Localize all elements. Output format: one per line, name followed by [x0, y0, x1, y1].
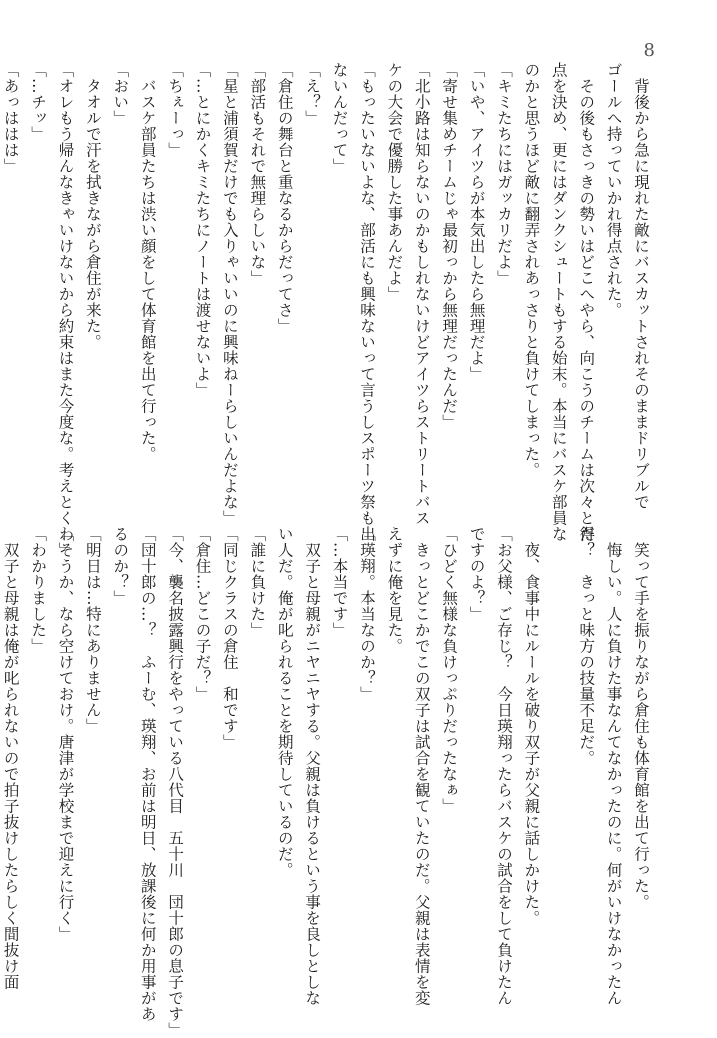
bottom-text-line: 「同じクラスの倉住 和です」 [220, 526, 239, 750]
bottom-text-line: えずに俺を見た。 [385, 526, 404, 654]
bottom-text-line: 「明日は…特にありません」 [83, 526, 102, 734]
top-text-line: 「キミたちにはガッカリだよ」 [494, 62, 513, 286]
bottom-text-line: 双子と母親は俺が叱られないので拍子抜けしたらしく間抜け面 [1, 526, 20, 990]
bottom-text-line: 悔しい。人に負けた事なんてなかったのに。何がいけなかったん [604, 526, 623, 1006]
bottom-text-line [544, 526, 571, 976]
top-text-line: 「星と浦須賀だけでも入りゃいいのに興味ねーらしいんだよな」 [220, 62, 239, 526]
text-block-bottom [1, 526, 654, 1038]
top-text-line: 点を決め、更にはダンクシュートもする始末。本当にバスケ部員な [549, 62, 568, 542]
top-text-line: 「倉住の舞台と重なるからだってさ」 [275, 62, 294, 334]
top-text-line: 「北小路は知らないのかもしれないけどアイツらストリートバス [412, 62, 431, 526]
bottom-text-line: 「…本当です」 [330, 526, 349, 638]
bottom-text-line: 夜、食事中にルールを破り双子が父親に話しかけた。 [522, 526, 541, 926]
bottom-text-line: 「そうか、なら空けておけ。唐津が学校まで迎えに行く」 [56, 526, 75, 942]
top-text-line: 「…とにかくキミたちにノートは渡せないよ」 [193, 62, 212, 398]
bottom-text-line: きっとどこかでこの双子は試合を観ていたのだ。父親は表情を変 [412, 526, 431, 1006]
bottom-text-line: 「瑛翔。本当なのか？」 [357, 526, 376, 702]
top-text-line: 「おい」 [111, 62, 130, 126]
bottom-text-line: 「誰に負けた」 [248, 526, 267, 638]
top-text-line: 「もったいないよな、部活にも興味ないって言うしスポーツ祭も出 [357, 62, 376, 542]
top-text-line: ないんだって」 [330, 62, 349, 174]
bottom-text-line: 「お父様、ご存じ？ 今日瑛翔ったらバスケの試合をして負けたん [494, 526, 513, 1006]
top-text-line: タオルで汗を拭きながら倉住が来た。 [83, 62, 102, 350]
bottom-text-line: 笑って手を振りながら倉住も体育館を出て行った。 [632, 526, 650, 910]
top-text-line: その後もさっきの勢いはどこへやら、向こうのチームは次々と得 [577, 62, 596, 542]
top-text-line: 「え？」 [303, 62, 322, 126]
text-block-top [1, 62, 654, 558]
top-text-line: 背後から急に現れた敵にバスカットされそのままドリブルで [632, 62, 650, 510]
top-text-line: 「オレもう帰んなきゃいけないから約束はまた今度な。考えとくわ」 [56, 62, 75, 558]
bottom-text-line: だ？ きっと味方の技量不足だ。 [577, 526, 596, 766]
top-text-line: ケの大会で優勝した事あんだよ」 [385, 62, 404, 302]
bottom-text-line: 「わかりました」 [29, 526, 48, 654]
top-text-line: バスケ部員たちは渋い顔をして体育館を出て行った。 [138, 62, 157, 462]
bottom-text-line: ですのよ？」 [467, 526, 486, 622]
bottom-text-line: 「団十郎の…？ ふーむ、瑛翔、お前は明日、放課後に何か用事があ [138, 526, 157, 1022]
bottom-text-line: 「今、襲名披露興行をやっている八代目 五十川 団十郎の息子です」 [166, 526, 185, 1038]
top-text-line: 「ちぇーっ」 [166, 62, 185, 158]
bottom-text-line: 「ひどく無様な負けっぷりだったなぁ」 [440, 526, 459, 814]
top-text-line: 「部活もそれで無理らしいな」 [248, 62, 267, 286]
page-number: 8 [643, 40, 655, 61]
top-text-line: 「寄せ集めチームじゃ最初っから無理だったんだ」 [440, 62, 459, 430]
bottom-text-line: 双子と母親がニヤニヤする。父親は負けるという事を良しとしな [303, 526, 322, 1006]
top-text-line: 「…チッ」 [29, 62, 48, 142]
top-text-line: 「いや、アイツらが本気出したら無理だよ」 [467, 62, 486, 382]
bottom-text-line: るのか？」 [111, 526, 130, 606]
bottom-text-line: 「倉住…どこの子だ？」 [193, 526, 212, 702]
top-text-line: のかと思うほど敵に翻弄されあっさりと負けてしまった。 [522, 62, 541, 478]
top-text-line: 「あっははは」 [1, 62, 20, 174]
top-text-line: ゴールへ持っていかれ得点された。 [604, 62, 623, 318]
bottom-text-line: い人だ。俺が叱られることを期待しているのだ。 [275, 526, 294, 878]
